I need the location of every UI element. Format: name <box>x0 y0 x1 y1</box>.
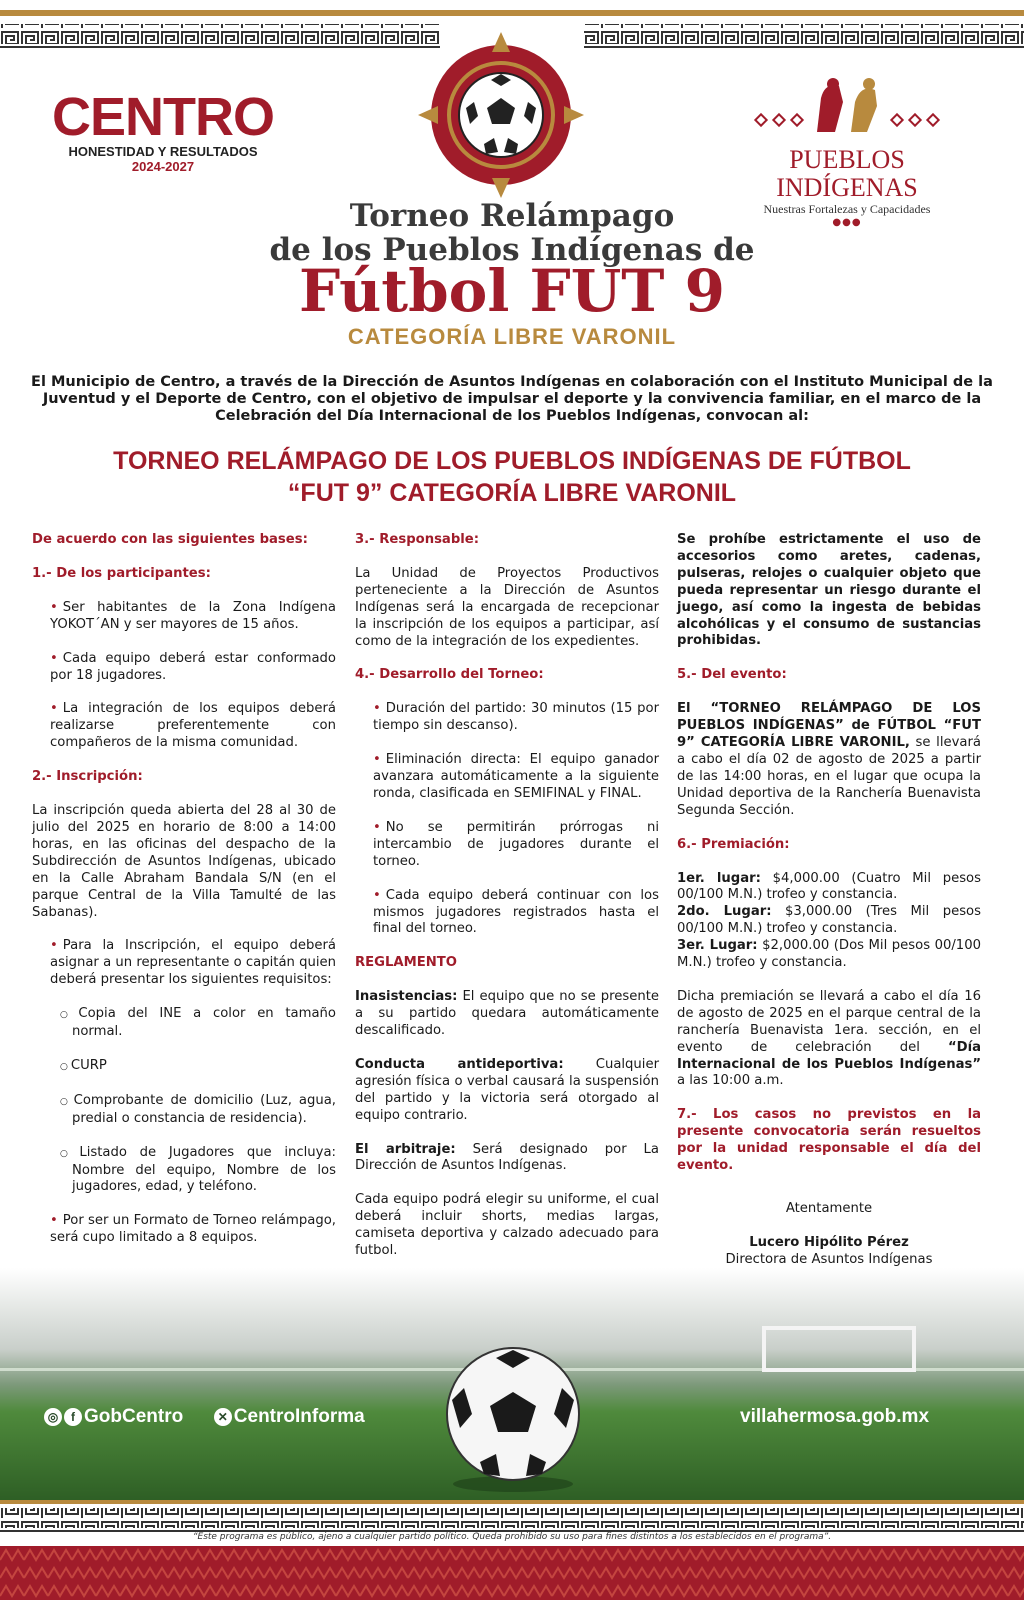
section-4-title: 4.- Desarrollo del Torneo: <box>355 667 544 683</box>
column-2 <box>355 532 659 1277</box>
prize-label: 2do. Lugar: <box>677 904 772 920</box>
section-6-title: 6.- Premiación: <box>677 836 790 852</box>
participants-bullet: • Ser habitantes de la Zona Indígena YOKOT´AN y ser mayores de 15 años. <box>32 600 336 634</box>
prize-text: $3,000.00 (Tres Mil pesos 00/100 M.N.) trofeo y constancia. <box>677 904 981 937</box>
facebook-icon[interactable]: f <box>64 1408 82 1426</box>
social-links <box>44 1406 365 1428</box>
signature-block <box>677 1235 981 1269</box>
prize-text: $4,000.00 (Cuatro Mil pesos 00/100 M.N.) trofeo y constancia. <box>677 870 981 903</box>
greek-key-border-bottom <box>0 1500 1024 1534</box>
soccer-ball-emblem <box>414 28 588 202</box>
signer-role: Directora de Asuntos Indígenas <box>725 1251 933 1267</box>
event-text <box>677 701 981 819</box>
centro-logo <box>38 87 288 174</box>
centro-logo-name: CENTRO <box>52 87 274 147</box>
pueblos-logo-name: PUEBLOS INDÍGENAS <box>776 145 918 202</box>
section-5-title: 5.- Del evento: <box>677 667 787 683</box>
section-1-title: 1.- De los participantes: <box>32 565 211 581</box>
rule-text: El equipo que no se presente a su partido quedara automáticamente descalificado. <box>355 989 659 1039</box>
requirement-item: ○ CURP <box>32 1058 336 1076</box>
bases-heading: De acuerdo con las siguientes bases: <box>32 532 308 547</box>
award-time: a las 10:00 a.m. <box>677 1073 784 1089</box>
rule-label: Inasistencias: <box>355 989 458 1005</box>
soccer-ball-icon <box>438 1344 588 1494</box>
social-handle-centroinforma[interactable]: CentroInforma <box>233 1406 365 1427</box>
requirement-item: ○ Comprobante de domicilio (Luz, agua, predial o constancia de residencia). <box>32 1093 336 1128</box>
rule-text: Será designado por La Dirección de Asuntos Indígenas. <box>355 1141 659 1174</box>
headline <box>0 445 1024 509</box>
award-text: Dicha premiación se llevará a cabo el día 16 de agosto de 2025 en el parque central de la ranchería Buenavista 1era. sección, en el evento de celebración del <box>677 988 981 1055</box>
rules-title: REGLAMENTO <box>355 955 457 971</box>
title-category: CATEGORÍA LIBRE VARONIL <box>347 324 677 349</box>
rule-label: El arbitraje: <box>355 1141 456 1157</box>
prize-label: 1er. lugar: <box>677 870 761 886</box>
responsible-text: La Unidad de Proyectos Productivos perteneciente a la Dirección de Asuntos Indígenas será la encargada de recepcionar la inscripción de los equipos a participar, así como de la integración de los expedientes. <box>355 565 659 649</box>
title-line-2: de los Pueblos Indígenas de <box>269 232 755 268</box>
zigzag-pattern <box>0 1546 1024 1600</box>
website-link[interactable]: villahermosa.gob.mx <box>740 1406 930 1427</box>
tournament-bullet: • Eliminación directa: El equipo ganador avanzara automáticamente a la siguiente ronda, clasificada en SEMIFINAL y FINAL. <box>355 752 659 803</box>
rule-conduct <box>355 1057 659 1125</box>
instagram-icon[interactable]: ◎ <box>44 1408 62 1426</box>
social-handle-gobcentro[interactable]: GobCentro <box>84 1406 184 1427</box>
inscription-text: La inscripción queda abierta del 28 al 30 de julio del 2025 en horario de 8:00 a 14:00 horas, en las oficinas del despacho de la Subdirección de Asuntos Indígenas, ubicado en la Calle Abraham Bandala S/N (en el parque Central de la Villa Tamulté de las Sabanas). <box>32 803 336 920</box>
rule-absences <box>355 989 659 1040</box>
participants-bullet: • Cada equipo deberá estar conformado por 18 jugadores. <box>32 651 336 685</box>
title-line-1: Torneo Relámpago <box>349 198 675 234</box>
requirement-item: ○ Copia del INE a color en tamaño normal. <box>32 1006 336 1041</box>
prize-label: 3er. Lugar: <box>677 938 758 954</box>
column-1 <box>32 532 336 1264</box>
award-event-name: “Día Internacional de los Pueblos Indígenas” <box>677 1039 981 1072</box>
section-2-title: 2.- Inscripción: <box>32 769 143 785</box>
prize-text: $2,000.00 (Dos Mil pesos 00/100 M.N.) trofeo y constancia. <box>677 938 981 971</box>
column-3 <box>677 532 981 1269</box>
pueblos-logo-tagline: Nuestras Fortalezas y Capacidades <box>763 202 931 216</box>
inscription-bullet: • Por ser un Formato de Torneo relámpago, será cupo limitado a 8 equipos. <box>32 1213 336 1247</box>
rule-label: Conducta antideportiva: <box>355 1056 564 1072</box>
section-3-title: 3.- Responsable: <box>355 532 480 547</box>
tournament-bullet: • Cada equipo deberá continuar con los mismos jugadores registrados hasta el final del torneo. <box>355 888 659 939</box>
rule-text: Cualquier agresión física o verbal causará la suspensión del partido y la victoria será otorgado al equipo contrario. <box>355 1056 659 1123</box>
rule-referee <box>355 1142 659 1176</box>
decorative-bottom-band <box>0 1546 1024 1600</box>
signer-name: Lucero Hipólito Pérez <box>749 1234 909 1250</box>
award-ceremony-text <box>677 989 981 1090</box>
inscription-bullet: • Para la Inscripción, el equipo deberá asignar a un representante o capitán quien deberá presentar los siguientes requisitos: <box>32 938 336 989</box>
event-name: El “TORNEO RELÁMPAGO DE LOS PUEBLOS INDÍGENAS” de FÚTBOL “FUT 9” CATEGORÍA LIBRE VARONIL, <box>677 701 981 751</box>
indigenous-figures-icon <box>747 72 947 138</box>
x-icon[interactable]: ✕ <box>214 1408 232 1426</box>
pueblos-logo-dots: ●●● <box>832 217 862 228</box>
intro-paragraph: El Municipio de Centro, a través de la Dirección de Asuntos Indígenas en colaboración con el Instituto Municipal de la Juventud y el Deporte de Centro, con el objetivo de impulsar el deporte y la convivencia familiar, en el marco de la Celebración del Día Internacional de los Pueblos Indígenas, convocan al: <box>31 374 993 424</box>
headline-line-2: “FUT 9” CATEGORÍA LIBRE VARONIL <box>287 479 737 507</box>
tournament-bullet: • No se permitirán prórrogas ni intercambio de jugadores durante el torneo. <box>355 820 659 871</box>
closing: Atentamente <box>785 1201 873 1216</box>
centro-logo-tagline: HONESTIDAD Y RESULTADOS <box>68 144 258 159</box>
tournament-bullet: • Duración del partido: 30 minutos (15 por tiempo sin descanso). <box>355 701 659 735</box>
prizes-list <box>677 871 981 972</box>
rule-uniform: Cada equipo podrá elegir su uniforme, el cual deberá incluir shorts, medias largas, camiseta deportiva y calzado adecuado para futbol. <box>355 1192 659 1259</box>
requirement-item: ○ Listado de Jugadores que incluya: Nombre del equipo, Nombre de los jugadores, edad, y teléfono. <box>32 1145 336 1197</box>
event-details: se llevará a cabo el día 02 de agosto de 2025 a partir de las 14:00 horas, en el lugar que ocupa la Unidad deportiva de la Ranchería Buenavista Segunda Sección. <box>677 735 982 818</box>
section-7-text: 7.- Los casos no previstos en la presente convocatoria serán resueltos por la unidad responsable el día del evento. <box>677 1107 981 1174</box>
title-line-3: Fútbol FUT 9 <box>298 257 726 325</box>
headline-line-1: TORNEO RELÁMPAGO DE LOS PUEBLOS INDÍGENAS DE FÚTBOL <box>113 447 911 475</box>
participants-bullet: • La integración de los equipos deberá realizarse preferentemente con compañeros de la misma comunidad. <box>32 701 336 752</box>
disclaimer: “Este programa es público, ajeno a cualquier partido político. Queda prohibido su uso para fines distintos a los establecidos en el programa”. <box>192 1532 832 1542</box>
centro-logo-years: 2024-2027 <box>131 159 195 174</box>
prohibition-text: Se prohíbe estrictamente el uso de accesorios como aretes, cadenas, pulseras, relojes o cualquier objeto que pueda representar un riesgo durante el juego, así como la ingesta de bebidas alcohólicas y el consumo de sustancias prohibidas. <box>677 532 981 649</box>
